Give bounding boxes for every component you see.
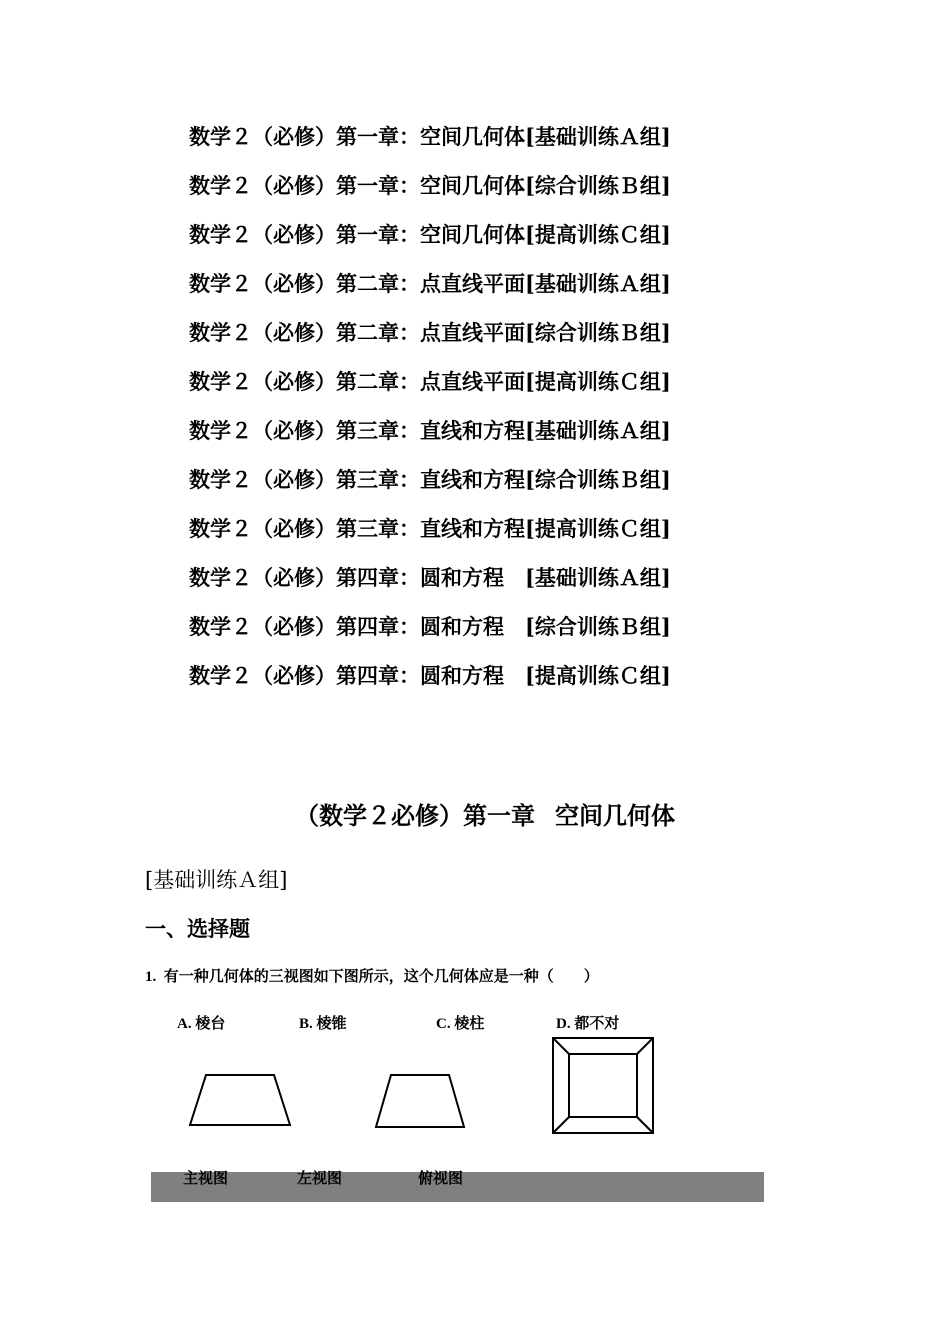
front-view-label: 主视图: [183, 1169, 229, 1187]
left-view-label: 左视图: [297, 1169, 343, 1187]
toc-item: 数学２（必修）第二章：点直线平面[基础训练Ａ组]: [189, 271, 671, 296]
toc-item: 数学２（必修）第四章：圆和方程 [提高训练Ｃ组]: [189, 663, 671, 688]
toc-item: 数学２（必修）第一章：空间几何体[基础训练Ａ组]: [189, 124, 671, 149]
toc-item: 数学２（必修）第二章：点直线平面[提高训练Ｃ组]: [189, 369, 671, 394]
chapter-title-part1: （数学２必修）第一章: [295, 801, 535, 830]
top-view-label: 俯视图: [418, 1169, 464, 1187]
toc-item: 数学２（必修）第四章：圆和方程 [综合训练Ｂ组]: [189, 614, 671, 639]
left-view-trapezoid: [376, 1075, 464, 1127]
option-a: A. 棱台: [177, 1016, 226, 1032]
chapter-title-part2: 空间几何体: [555, 801, 675, 830]
question-type-heading: 一、选择题: [145, 916, 250, 941]
option-c: C. 棱柱: [436, 1016, 485, 1032]
toc-item: 数学２（必修）第三章：直线和方程[综合训练Ｂ组]: [189, 467, 671, 492]
option-d: D. 都不对: [556, 1016, 620, 1032]
question-number: 1.: [145, 969, 157, 985]
question-text: 有一种几何体的三视图如下图所示，这个几何体应是一种（ ）: [163, 969, 599, 985]
front-view-trapezoid: [190, 1075, 290, 1125]
top-view-frustum: [553, 1038, 653, 1133]
toc-item: 数学２（必修）第三章：直线和方程[基础训练Ａ组]: [189, 418, 671, 443]
option-b: B. 棱锥: [299, 1016, 347, 1032]
section-label: [基础训练Ａ组]: [145, 868, 288, 892]
toc-item: 数学２（必修）第一章：空间几何体[综合训练Ｂ组]: [189, 173, 671, 198]
toc-item: 数学２（必修）第一章：空间几何体[提高训练Ｃ组]: [189, 222, 671, 247]
toc-item: 数学２（必修）第三章：直线和方程[提高训练Ｃ组]: [189, 516, 671, 541]
toc-item: 数学２（必修）第四章：圆和方程 [基础训练Ａ组]: [189, 565, 671, 590]
toc-item: 数学２（必修）第二章：点直线平面[综合训练Ｂ组]: [189, 320, 671, 345]
